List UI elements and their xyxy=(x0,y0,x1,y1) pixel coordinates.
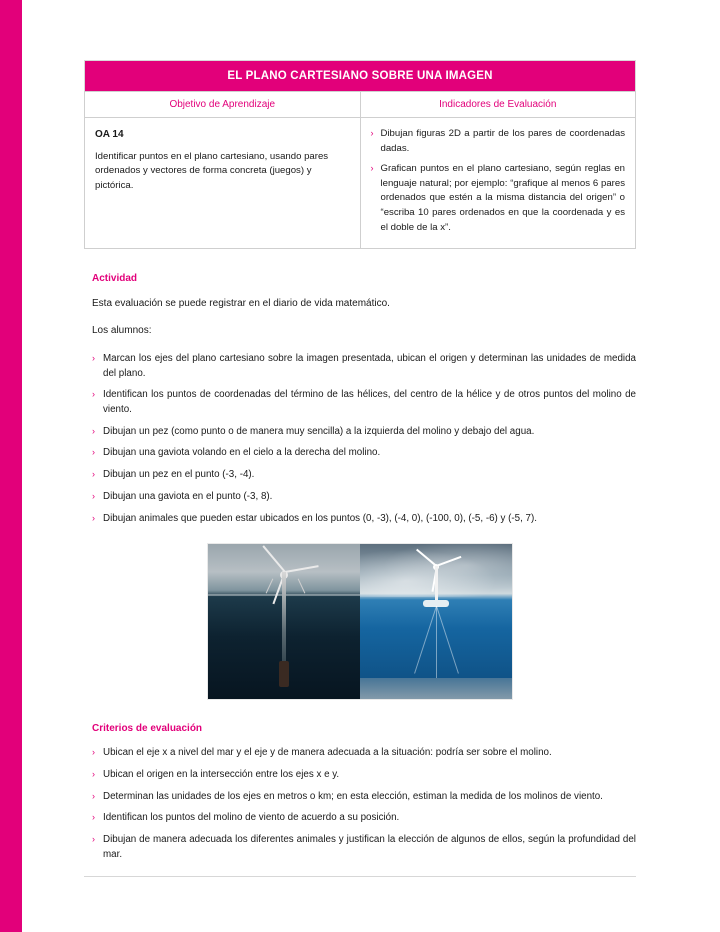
list-item-text: Dibujan animales que pueden estar ubicados en los puntos (0, -3), (-4, 0), (-100, 0), (-5, -6) y (-5, 7). xyxy=(103,512,537,524)
list-item-text: Dibujan un pez (como punto o de manera muy sencilla) a la izquierda del molino y debajo del agua. xyxy=(103,425,535,437)
turbine-base xyxy=(279,661,289,687)
mooring-line xyxy=(436,606,437,677)
objetivo-cell xyxy=(85,118,361,249)
list-item-text: Dibujan un pez en el punto (-3, -4). xyxy=(103,469,255,481)
chevron-right-icon: › xyxy=(92,790,95,801)
chevron-right-icon: › xyxy=(370,162,374,173)
indicator-text: Dibujan figuras 2D a partir de los pares de coordenadas dadas. xyxy=(380,128,625,154)
chevron-right-icon: › xyxy=(92,425,95,436)
page-title: EL PLANO CARTESIANO SOBRE UNA IMAGEN xyxy=(84,60,636,91)
indicator-text: Grafican puntos en el plano cartesiano, según reglas en lenguaje natural; por ejemplo: “grafique al menos 6 pares ordenados que estén a la misma distancia del origen” o “escriba 10 pares ordenados en que la coordenada y es el doble de la x”. xyxy=(380,162,625,234)
list-item xyxy=(92,468,636,483)
mooring-line xyxy=(436,606,459,674)
chevron-right-icon: › xyxy=(92,469,95,480)
list-item xyxy=(92,811,636,826)
table-header-row xyxy=(85,92,636,118)
learning-objective-table xyxy=(84,91,636,249)
list-item xyxy=(92,352,636,381)
list-item xyxy=(92,446,636,461)
chevron-right-icon: › xyxy=(92,389,95,400)
indicator-item xyxy=(371,127,626,157)
activity-list xyxy=(92,352,636,526)
list-item-text: Ubican el eje x a nivel del mar y el eje y de manera adecuada a la situación: podría ser sobre el molino. xyxy=(103,747,552,759)
list-item xyxy=(92,746,636,761)
list-item-text: Marcan los ejes del plano cartesiano sobre la imagen presentada, ubican el origen y determinan las unidades de medida del plano. xyxy=(103,353,636,379)
list-item xyxy=(92,425,636,440)
list-item xyxy=(92,388,636,417)
chevron-right-icon: › xyxy=(92,447,95,458)
seabed xyxy=(360,678,512,700)
list-item xyxy=(92,512,636,527)
list-item xyxy=(92,768,636,783)
list-item-text: Dibujan de manera adecuada los diferentes animales y justifican la elección de algunos de ellos, según la profundidad del mar. xyxy=(103,833,636,860)
mooring-line xyxy=(414,606,437,674)
oa-description: Identificar puntos en el plano cartesiano, usando pares ordenados y vectores de forma concreta (juegos) y pictórica. xyxy=(95,150,329,192)
image-panel-underwater-turbine xyxy=(208,544,360,699)
indicadores-cell xyxy=(360,118,636,249)
oa-code: OA 14 xyxy=(95,129,124,140)
wind-turbine-image xyxy=(208,544,512,699)
chevron-right-icon: › xyxy=(92,833,95,844)
list-item-text: Dibujan una gaviota en el punto (-3, 8). xyxy=(103,490,273,502)
chevron-right-icon: › xyxy=(370,128,374,138)
list-item xyxy=(92,790,636,805)
section-title-actividad: Actividad xyxy=(92,273,138,285)
list-item-text: Ubican el origen en la intersección entre los ejes x e y. xyxy=(103,768,340,780)
column-header-indicadores: Indicadores de Evaluación xyxy=(360,92,636,118)
turbine-blade xyxy=(285,565,319,573)
column-header-objetivo: Objetivo de Aprendizaje xyxy=(85,92,361,118)
indicator-item xyxy=(371,162,626,236)
turbine-mast xyxy=(435,566,438,603)
list-item-text: Identifican los puntos del molino de viento de acuerdo a su posición. xyxy=(103,812,400,824)
chevron-right-icon: › xyxy=(92,747,95,758)
list-item-text: Dibujan una gaviota volando en el cielo a la derecha del molino. xyxy=(103,447,381,459)
chevron-right-icon: › xyxy=(92,812,95,823)
table-content-row xyxy=(85,118,636,249)
list-item xyxy=(92,833,636,862)
wind-arrow-left-icon xyxy=(265,579,273,594)
wind-arrow-right-icon xyxy=(297,579,305,594)
left-accent-bar xyxy=(0,0,22,932)
chevron-right-icon: › xyxy=(92,512,95,523)
section-title-criterios: Criterios de evaluación xyxy=(92,723,203,735)
activity-intro: Esta evaluación se puede registrar en el diario de vida matemático. xyxy=(92,298,390,310)
activity-subtitle: Los alumnos: xyxy=(92,325,152,337)
page-content xyxy=(84,60,636,877)
list-item xyxy=(92,490,636,505)
chevron-right-icon: › xyxy=(92,768,95,779)
list-item-text: Determinan las unidades de los ejes en metros o km; en esta elección, estiman la medida de los molinos de viento. xyxy=(103,790,603,802)
criteria-list xyxy=(92,746,636,862)
chevron-right-icon: › xyxy=(92,353,95,364)
chevron-right-icon: › xyxy=(92,490,95,501)
list-item-text: Identifican los puntos de coordenadas del término de las hélices, del centro de la hélice y de otros puntos del molino de viento. xyxy=(103,389,636,416)
image-panel-floating-turbine xyxy=(360,544,512,699)
bottom-divider xyxy=(84,876,636,877)
turbine-blade xyxy=(262,545,285,572)
